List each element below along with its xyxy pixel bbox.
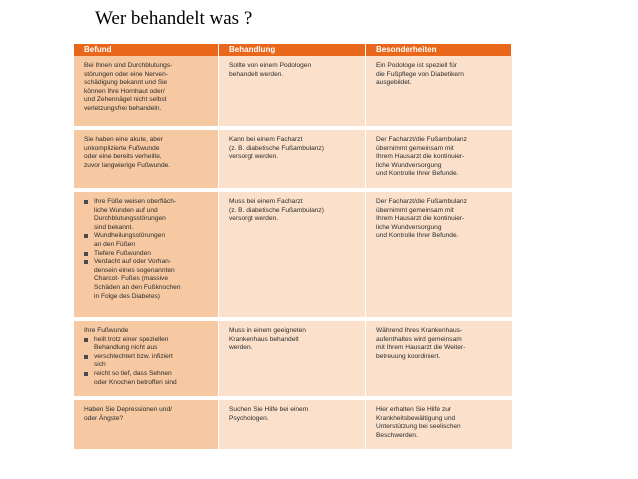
row-2-behandlung-text: Kann bei einem Facharzt (z. B. diabetische Fußambulanz) versorgt werden. <box>229 136 324 161</box>
row-5-befund-text: Haben Sie Depressionen und/ oder Ängste? <box>84 406 172 422</box>
list-item <box>84 336 214 353</box>
list-item <box>84 353 214 370</box>
row-4-befund-list <box>84 336 214 388</box>
bullet-icon <box>84 252 88 256</box>
list-item-text: Verdacht auf oder Vorhan- densein eines sogenannten Charcot- Fußes (massive Schäden an den Fußknochen in Folge des Diabetes) <box>94 258 181 300</box>
list-item-text: heilt trotz einer speziellen Behandlung nicht aus <box>94 335 169 352</box>
row-2-behandlung <box>219 130 366 188</box>
row-1-besonderheiten <box>366 56 512 126</box>
list-item-text: Ihre Füße weisen oberfläch- liche Wunden auf und Durchblutungsstörungen sind bekannt. <box>94 198 177 231</box>
bullet-icon <box>84 338 88 342</box>
treatment-table <box>74 44 512 449</box>
row-2-befund-text: Sie haben eine akute, aber unkomplizierte Fußwunde oder eine bereits verheilte, zuvor langwierige Fußwunde. <box>84 136 171 169</box>
row-5-behandlung-text: Suchen Sie Hilfe bei einem Psychologen. <box>229 406 309 422</box>
list-item <box>84 232 214 249</box>
row-5-besonderheiten <box>366 400 512 449</box>
row-3-besonderheiten-text: Der Facharzt/die Fußambulanz übernimmt gemeinsam mit Ihrem Hausarzt die kontinuier- liche Wundversorgung und Kontrolle Ihrer Befunde. <box>376 198 467 240</box>
page-title: Wer behandelt was ? <box>95 8 253 29</box>
row-4-besonderheiten-text: Während Ihres Krankenhaus- aufenthaltes wird gemeinsam mit Ihrem Hausarzt die Weiter- betreuung koordiniert. <box>376 327 466 360</box>
list-item <box>84 198 214 232</box>
row-2-befund <box>74 130 219 188</box>
row-5-befund <box>74 400 219 449</box>
bullet-icon <box>84 200 88 204</box>
list-item-text: reicht so tief, dass Sehnen oder Knochen betroffen sind <box>94 369 177 386</box>
list-item <box>84 370 214 387</box>
row-1-behandlung <box>219 56 366 126</box>
row-1-behandlung-text: Sollte von einem Podologen behandelt werden. <box>229 62 312 78</box>
row-3-befund <box>74 192 219 317</box>
row-1-befund <box>74 56 219 126</box>
header-behandlung: Behandlung <box>219 44 366 56</box>
list-item-text: Tiefere Fußwunden <box>94 249 151 257</box>
list-item <box>84 258 214 301</box>
header-befund: Befund <box>74 44 219 56</box>
row-4-besonderheiten <box>366 321 512 396</box>
row-2-besonderheiten-text: Der Facharzt/die Fußambulanz übernimmt gemeinsam mit Ihrem Hausarzt die kontinuier- liche Wundversorgung und Kontrolle Ihrer Befunde. <box>376 136 467 178</box>
row-4-behandlung <box>219 321 366 396</box>
list-item-text: Wundheilungsstörungen an den Füßen <box>94 232 165 248</box>
row-1-befund-text: Bei Ihnen sind Durchblutungs- störungen oder eine Nerven- schädigung bekannt und Sie können Ihre Hornhaut oder/ und Zehennägel nicht selbst verletzungsfrei behandeln. <box>84 62 173 112</box>
row-4-befund <box>74 321 219 396</box>
row-4-befund-lead: Ihre Fußwunde <box>84 327 129 334</box>
row-5-behandlung <box>219 400 366 449</box>
bullet-icon <box>84 355 88 359</box>
row-3-befund-list <box>84 198 214 301</box>
row-1-besonderheiten-text: Ein Podologe ist speziell für die Fußpflege von Diabetikern ausgebildet. <box>376 62 464 87</box>
row-2-besonderheiten <box>366 130 512 188</box>
header-besonderheiten: Besonderheiten <box>366 44 512 56</box>
row-3-behandlung-text: Muss bei einem Facharzt (z. B. diabetische Fußambulanz) versorgt werden. <box>229 198 324 223</box>
bullet-icon <box>84 234 88 238</box>
row-4-behandlung-text: Muss in einem geeigneten Krankenhaus behandelt werden. <box>229 327 306 352</box>
list-item-text: verschlechtert bzw. infiziert sich <box>94 352 173 369</box>
bullet-icon <box>84 372 88 376</box>
bullet-icon <box>84 260 88 264</box>
row-3-besonderheiten <box>366 192 512 317</box>
row-5-besonderheiten-text: Hier erhalten Sie Hilfe zur Krankheitsbewältigung und Unterstützung bei seelischen Beschwerden. <box>376 406 461 439</box>
list-item <box>84 250 214 259</box>
row-3-behandlung <box>219 192 366 317</box>
